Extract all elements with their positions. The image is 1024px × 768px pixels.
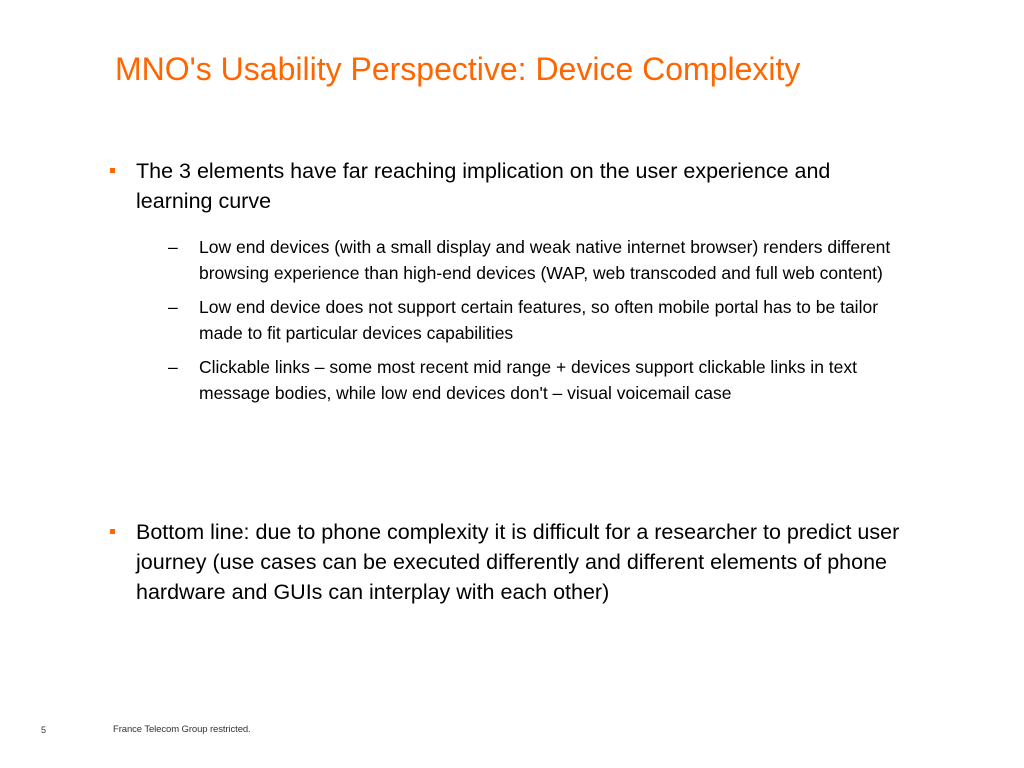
square-bullet-icon bbox=[110, 168, 115, 173]
sub-bullet-item bbox=[168, 354, 913, 406]
sub-bullet-item bbox=[168, 294, 913, 346]
sub-bullet-text: Low end devices (with a small display and weak native internet browser) renders different browsing experience than high-end devices (WAP, web transcoded and full web content) bbox=[199, 237, 891, 283]
bullet-item bbox=[110, 156, 910, 216]
sub-bullet-item bbox=[168, 234, 913, 286]
dash-marker: – bbox=[168, 357, 178, 377]
bullet-text: The 3 elements have far reaching implication on the user experience and learning curve bbox=[136, 159, 831, 213]
bullet-item bbox=[110, 517, 910, 607]
page-number: 5 bbox=[41, 725, 47, 735]
dash-marker: – bbox=[168, 237, 178, 257]
square-bullet-icon bbox=[110, 529, 115, 534]
sub-bullet-text: Low end device does not support certain features, so often mobile portal has to be tailor made to fit particular devices capabilities bbox=[199, 297, 879, 343]
bullet-text: Bottom line: due to phone complexity it is difficult for a researcher to predict user journey (use cases can be executed differently and different elements of phone hardware and GUIs can interplay with each other) bbox=[136, 520, 900, 604]
sub-bullet-list bbox=[168, 234, 913, 414]
sub-bullet-text: Clickable links – some most recent mid range + devices support clickable links in text message bodies, while low end devices don't – visual voicemail case bbox=[199, 357, 857, 403]
footer-note: France Telecom Group restricted. bbox=[113, 724, 251, 735]
dash-marker: – bbox=[168, 297, 178, 317]
slide-title: MNO's Usability Perspective: Device Complexity bbox=[115, 51, 801, 87]
